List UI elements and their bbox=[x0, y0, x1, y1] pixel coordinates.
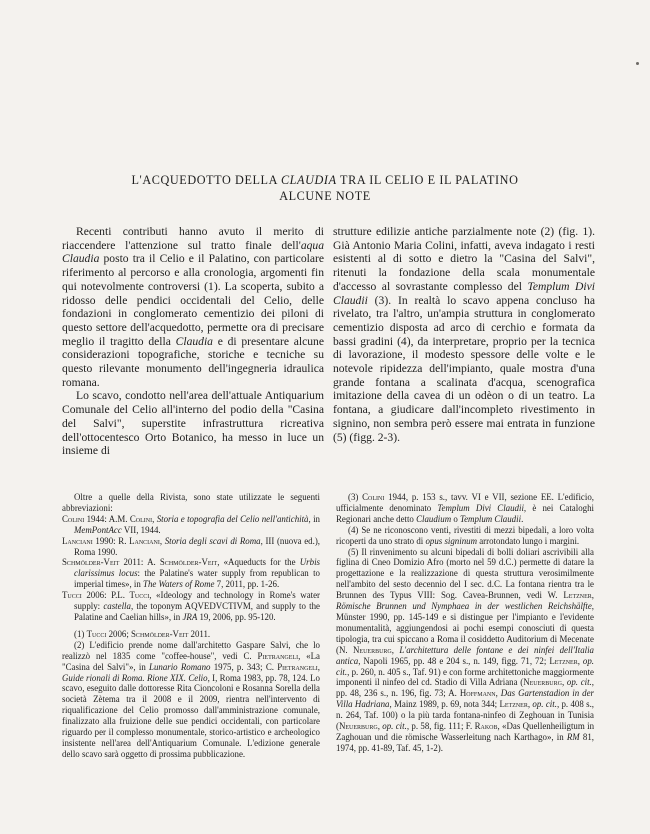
text-run: , the toponym AQVEDVCTIVM, and supply to the Palatine and Caelian hills», in bbox=[74, 601, 321, 622]
text-run: , p. 58, fig. 111; F. bbox=[406, 721, 475, 732]
text-run: JRA bbox=[182, 611, 198, 622]
text-run: Tucci bbox=[62, 590, 82, 601]
footnotes-right bbox=[336, 492, 594, 754]
title-line-1 bbox=[0, 172, 650, 188]
text-run: , bbox=[377, 721, 383, 732]
body-paragraph-2: Lo scavo, condotto nell'area dell'attuale Antiquarium Comunale del Celio all'interno del podio della "Casina del Salvi", superstite infrastruttura ricreativa dell'ottocentesco Orto Botanico, ha messo in luce un insieme di bbox=[62, 389, 324, 458]
text-run: Schmölder-Veit bbox=[159, 557, 218, 568]
text-run: TRA IL CELIO E IL PALATINO bbox=[336, 173, 519, 187]
text-run: 2006; bbox=[106, 628, 131, 639]
text-run: aqua Claudia bbox=[62, 238, 324, 266]
text-run: Tucci bbox=[86, 628, 107, 639]
text-run: 2006: P.L. bbox=[81, 590, 130, 601]
text-run: Tucci bbox=[129, 590, 150, 601]
scan-speck bbox=[636, 62, 639, 65]
text-run: Schmölder-Veit bbox=[131, 628, 189, 639]
text-run: Storia e topografia del Celio nell'antichità bbox=[156, 513, 309, 524]
text-run: Neuerburg bbox=[353, 644, 392, 655]
body-paragraph-3 bbox=[333, 225, 595, 444]
text-run: 19, 2006, pp. 95-120. bbox=[197, 611, 276, 622]
body-column-right bbox=[333, 225, 595, 444]
text-run: VII, 1944. bbox=[121, 524, 161, 535]
text-run: Pietrangeli bbox=[257, 650, 299, 661]
text-run: Lanciani bbox=[62, 535, 93, 546]
text-run: , è nei Cataloghi Regionari anche detto bbox=[336, 502, 594, 524]
text-run: Claudia bbox=[175, 334, 213, 348]
text-run: (3) bbox=[348, 492, 363, 502]
text-run: op. cit. bbox=[336, 655, 595, 677]
text-run: e di presentare alcune considerazioni topografiche, storiche e tecniche su questo rilevante monumento dell'ingegneria idraulica romana. bbox=[62, 334, 324, 389]
text-run: RM bbox=[566, 731, 580, 742]
text-run: Neuerburg bbox=[338, 721, 378, 732]
text-run: arrotondato lungo i margini. bbox=[477, 535, 580, 546]
text-run: Letzner bbox=[563, 590, 592, 601]
text-run: , «Das Quellenheiligtum in Zaghouan und die römische Wasserleitung nach Karthago», in bbox=[336, 721, 595, 742]
text-run: Colini bbox=[62, 513, 85, 524]
footnote-3 bbox=[336, 492, 594, 525]
text-run: Hoffmann bbox=[459, 688, 496, 699]
text-run: Templum Divi Claudii bbox=[437, 502, 524, 513]
footnote-5 bbox=[336, 547, 594, 754]
text-run: , III (nuova ed.), Roma 1990. bbox=[74, 535, 321, 557]
footnote-1 bbox=[62, 629, 320, 640]
text-run: Colini bbox=[362, 492, 385, 502]
text-run: (1) bbox=[74, 628, 87, 639]
text-run: , bbox=[391, 644, 400, 655]
text-run: , bbox=[577, 655, 583, 666]
text-run: : the Palatine's water supply from republican to imperial times», in bbox=[74, 568, 320, 590]
text-run: 1990: R. bbox=[92, 535, 130, 546]
abbreviation-entry bbox=[62, 536, 320, 558]
text-run: Lunario Romano bbox=[149, 661, 211, 672]
abbreviation-entry bbox=[62, 514, 320, 536]
text-run: 2011: A. bbox=[119, 557, 160, 568]
text-run: MemPontAcc bbox=[74, 524, 122, 535]
text-run: Templum Claudii bbox=[459, 513, 522, 524]
text-run: Rakob bbox=[474, 721, 498, 732]
text-run: 1975, p. 343; C. bbox=[210, 661, 278, 672]
text-run: Colini bbox=[129, 513, 153, 524]
text-run: , p. 260, n. 405 s., Taf. 91) e con forme architettoniche maggiormente imponenti il ninfeo del cd. Stadio di Villa Adriana ( bbox=[336, 666, 594, 688]
footnotes-left bbox=[62, 492, 320, 760]
text-run: , «Ideology and technology in Rome's water supply: bbox=[74, 590, 320, 612]
text-run: , bbox=[495, 688, 501, 699]
text-run: Neuerburg bbox=[523, 677, 562, 688]
text-run: , bbox=[152, 513, 157, 524]
text-run: op. cit. bbox=[532, 699, 557, 710]
text-run: 2011. bbox=[188, 628, 211, 639]
body-column-left bbox=[62, 225, 324, 458]
text-run: Letzner bbox=[499, 699, 528, 710]
text-run: Guide rionali di Roma. Rione XIX. Celio bbox=[62, 672, 208, 683]
text-run: L'ACQUEDOTTO DELLA bbox=[131, 173, 281, 187]
text-run: strutture edilizie antiche parzialmente note (2) (fig. 1). Già Antonio Maria Colini, infatti, aveva indagato i resti esistenti al di sotto e dietro la "Casina del Salvi", ritenuti la fondazione della scala monumentale d'accesso al sovrastante complesso del bbox=[333, 225, 595, 293]
text-run: , I, Roma 1983, pp. 78, 124. Lo scavo, eseguito dalle dottoresse Rita Cioncoloni e Rosanna Sorella della società Zètema tra il 2008 e il 2009, rientra nell'intervento di riqualificazione del Celio promosso dall'amministrazione comunale, finalizzato alla fruizione delle sue pendici occidentali, con particolare riguardo per il complesso monumentale, storico-artistico e archeologico insistente nell'area dell'Antiquarium Comunale. L'edizione generale dello scavo sarà oggetto di prossima pubblicazione. bbox=[62, 672, 320, 759]
text-run: opus signinum bbox=[425, 535, 477, 546]
title-line-2: ALCUNE NOTE bbox=[279, 189, 371, 203]
text-run: 1944, p. 153 s., tavv. VI e VII, sezione EE. L'edificio, ufficialmente denominato bbox=[336, 492, 594, 513]
text-run: (5) Il rinvenimento su alcuni bipedali di bolli doliari ascrivibili alla figlina di Cneo Domizio Afro (morto nel 59 d.C.) permette di datare la progettazione e la realizzazione di questa struttura verosimilmente nell'ambito del sesto decennio del I sec. d.C. La fontana rientra tra le Brunnen des Typus VIII: Sog. Cavea-Brunnen, vedi W. bbox=[336, 546, 594, 601]
text-run: , bbox=[159, 535, 165, 546]
text-run: , bbox=[561, 677, 567, 688]
text-run: (2) L'edificio prende nome dall'architetto Gaspare Salvi, che lo realizzò nel 1835 come "coffee-house", vedi C. bbox=[62, 639, 320, 661]
text-run: 1944: A.M. bbox=[84, 513, 130, 524]
article-title bbox=[0, 172, 650, 204]
text-run: Pietrangeli bbox=[277, 661, 318, 672]
text-run: Römische Brunnen und Nymphaea in der westlichen Reichshälfte bbox=[336, 601, 592, 612]
body-paragraph-1 bbox=[62, 225, 324, 389]
text-run: Claudium bbox=[416, 513, 452, 524]
text-run: , Mainz 1989, p. 69, nota 344; bbox=[389, 699, 500, 710]
text-run: posto tra il Celio e il Palatino, con particolare riferimento al percorso e alla cronologia, argomenti fin qui notevolmente controversi (1). La scoperta, subito a ridosso delle pendici occidentali del Celio, delle fondazioni in conglomerato cementizio dei piloni di questo settore dell'acquedotto, permette ora di precisare meglio il tragitto della bbox=[62, 252, 324, 348]
abbreviation-entry bbox=[62, 590, 320, 623]
text-run: (4) Se ne riconoscono venti, rivestiti di mezzi bipedali, a loro volta ricoperti da uno strato di bbox=[336, 524, 594, 546]
text-run: op. cit. bbox=[566, 677, 592, 688]
text-run: , pp. 48, 236 s., n. 196, fig. 73; A. bbox=[336, 677, 594, 699]
text-run: , «Aqueducts for the bbox=[217, 557, 300, 568]
text-run: op. cit. bbox=[382, 721, 407, 732]
text-run: , Münster 1990, pp. 145-149 e si distingue per l'impianto e l'evidente monumentalità, aggiungendosi ai pochi esempi conosciuti di questa tipologia, tra cui spiccano a Roma il cosiddetto Auditorium di Mecenate (N. bbox=[336, 601, 594, 655]
text-run: (3). In realtà lo scavo appena concluso ha rivelato, tra l'altro, un'ampia struttura in conglomerato cementizio disposta ad arco di cerchio e formata da bassi gradini (4), da interpretare, proprio per la tecnica di lavorazione, il modesto spessore delle volte e le notevole ripidezza dell'impianto, quale mostra d'una grande fontana a scalinata d'acqua, scenografica imitazione della cavea di un odèon o di un teatro. La fontana, a giudicare dall'incompleto rivestimento in signino, non sembra però essere mai entrata in funzione (5) (figg. 2-3). bbox=[333, 293, 595, 444]
text-run: 81, 1974, pp. 41-89, Taf. 45, 1-2). bbox=[336, 731, 594, 753]
text-run: , bbox=[317, 661, 321, 672]
text-run: Urbis clarissimus locus bbox=[74, 557, 320, 579]
footnote-2 bbox=[62, 640, 320, 760]
text-run: , in bbox=[308, 513, 320, 524]
text-run: L'architettura delle fontane e dei ninfei dell'Italia antica bbox=[336, 644, 594, 666]
text-run: Letzner bbox=[549, 655, 578, 666]
abbreviations-intro: Oltre a quelle della Rivista, sono state utilizzate le seguenti abbreviazioni: bbox=[62, 492, 320, 513]
text-run: Recenti contributi hanno avuto il merito di riaccendere l'attenzione sul tratto finale dell' bbox=[62, 225, 324, 252]
text-run: Storia degli scavi di Roma bbox=[164, 535, 261, 546]
text-run: . bbox=[521, 513, 524, 524]
text-run: o bbox=[451, 513, 460, 524]
text-run: Lanciani bbox=[129, 535, 160, 546]
text-run: castella bbox=[103, 601, 131, 612]
text-run: The Waters of Rome bbox=[143, 579, 215, 590]
footnote-4 bbox=[336, 525, 594, 547]
text-run: , «La "Casina del Salvi"», in bbox=[62, 650, 320, 672]
text-run: , Napoli 1965, pp. 48 e 204 s., n. 149, figg. 71, 72; bbox=[358, 655, 550, 666]
text-run: 7, 2011, pp. 1-26. bbox=[214, 579, 280, 590]
text-run: , bbox=[527, 699, 533, 710]
text-run: CLAUDIA bbox=[280, 173, 337, 187]
text-run: Templum Divi Claudii bbox=[333, 279, 595, 307]
abbreviation-entry bbox=[62, 557, 320, 590]
text-run: Das Gartenstadion in der Villa Hadriana bbox=[336, 688, 595, 710]
text-run: , p. 408 s., n. 264, Taf. 100) o la più tarda fontana-ninfeo di Zeghouan in Tunisia ( bbox=[336, 699, 595, 732]
text-run: Schmölder-Veit bbox=[62, 557, 120, 568]
text-run: , bbox=[591, 590, 594, 601]
